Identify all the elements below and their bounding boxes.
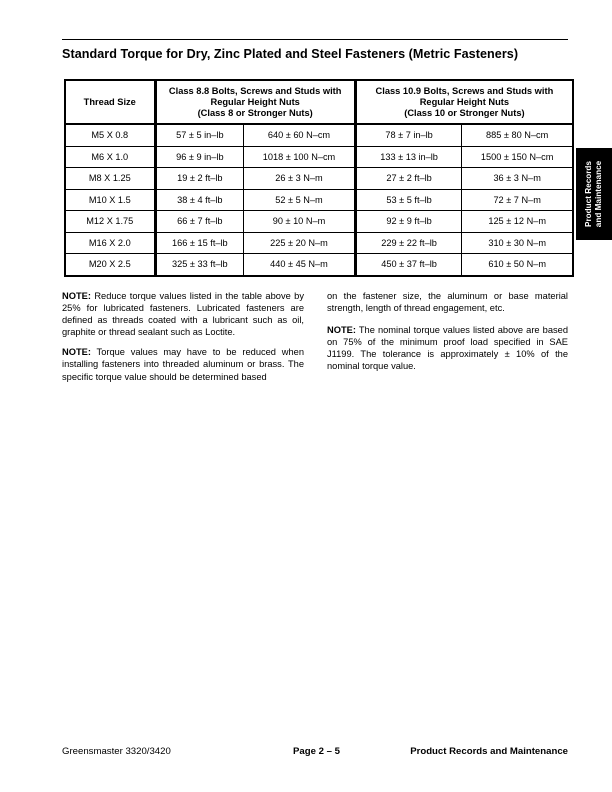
table-header-row: [66, 81, 572, 125]
header-class-10-9-line1: Class 10.9 Bolts, Screws and Studs with: [375, 85, 554, 96]
note-lubricated: [62, 290, 304, 338]
cell-class88-metric: 26 ± 3 N–m: [244, 168, 355, 190]
page-title: Standard Torque for Dry, Zinc Plated and Steel Fasteners (Metric Fasteners): [62, 47, 519, 61]
top-rule: [62, 39, 568, 40]
note-aluminum-continued: [327, 290, 568, 314]
side-tab-label: [584, 161, 604, 227]
cell-class109-inlb: 133 ± 13 in–lb: [355, 147, 463, 169]
cell-class109-metric: 1500 ± 150 N–cm: [462, 147, 572, 169]
torque-table: [66, 81, 572, 275]
table-row: [66, 233, 572, 255]
cell-thread-size: M6 X 1.0: [66, 147, 155, 169]
cell-class109-ftlb: 92 ± 9 ft–lb: [355, 211, 463, 233]
footer-model: Greensmaster 3320/3420: [62, 746, 171, 757]
cell-class109-ftlb: 229 ± 22 ft–lb: [355, 233, 463, 255]
note-text: on the fastener size, the aluminum or base material strength, length of thread engagement, etc.: [327, 291, 568, 314]
cell-class88-inlb: 96 ± 9 in–lb: [155, 147, 245, 169]
cell-class88-ftlb: 38 ± 4 ft–lb: [155, 190, 245, 212]
cell-class109-inlb: 78 ± 7 in–lb: [355, 125, 463, 147]
cell-class109-metric: 310 ± 30 N–m: [462, 233, 572, 255]
cell-class109-ftlb: 450 ± 37 ft–lb: [355, 254, 463, 275]
table-row: [66, 147, 572, 169]
cell-class109-metric: 72 ± 7 N–m: [462, 190, 572, 212]
cell-class88-inlb: 57 ± 5 in–lb: [155, 125, 245, 147]
table-row: [66, 168, 572, 190]
cell-thread-size: M20 X 2.5: [66, 254, 155, 275]
notes-left-column: [62, 290, 304, 391]
cell-class88-metric: 640 ± 60 N–cm: [244, 125, 355, 147]
cell-class109-metric: 610 ± 50 N–m: [488, 259, 546, 270]
note-aluminum: [62, 346, 304, 382]
section-side-tab[interactable]: [576, 148, 612, 240]
cell-class88-metric: 90 ± 10 N–m: [244, 211, 355, 233]
header-class-8-8: [155, 81, 355, 125]
cell-class88-metric: 225 ± 20 N–m: [244, 233, 355, 255]
note-text: Reduce torque values listed in the table above by 25% for lubricated fasteners. Lubricated fasteners are defined as threads coated with a lubricant such as oil, graphite or thread sealant such as Loctite.: [62, 291, 304, 338]
cell-class109-ftlb: 53 ± 5 ft–lb: [355, 190, 463, 212]
header-class-10-9-line3: (Class 10 or Stronger Nuts): [404, 107, 525, 118]
notes-right-column: [327, 290, 568, 381]
header-class-8-8-line1: Class 8.8 Bolts, Screws and Studs with: [168, 85, 342, 96]
cell-class88-ftlb: 325 ± 33 ft–lb: [155, 254, 245, 275]
footer-page-number: Page 2 – 5: [293, 746, 340, 757]
cell-class88-metric: 52 ± 5 N–m: [244, 190, 355, 212]
note-nominal-torque: [327, 324, 568, 372]
header-thread-size: Thread Size: [66, 81, 155, 125]
footer-section: Product Records and Maintenance: [410, 746, 568, 757]
note-text: Torque values may have to be reduced when installing fasteners into threaded aluminum or brass. The specific torque value should be determined based: [62, 347, 304, 382]
note-text: The nominal torque values listed above are based on 75% of the minimum proof load specified in SAE J1199. The tolerance is approximately ± 10% of the nominal torque value.: [327, 325, 568, 372]
table-row: [66, 211, 572, 233]
cell-class88-metric: 440 ± 45 N–m: [244, 254, 355, 275]
cell-class109-ftlb: 27 ± 2 ft–lb: [355, 168, 463, 190]
cell-thread-size: M12 X 1.75: [66, 211, 155, 233]
cell-class109-metric: 885 ± 80 N–cm: [462, 125, 572, 147]
cell-class88-ftlb: 19 ± 2 ft–lb: [155, 168, 245, 190]
cell-class109-metric: 36 ± 3 N–m: [462, 168, 572, 190]
cell-thread-size: M10 X 1.5: [66, 190, 155, 212]
note-label: NOTE:: [327, 325, 356, 336]
table-row: [66, 125, 572, 147]
torque-table-frame: [64, 79, 574, 277]
cell-class88-metric: 1018 ± 100 N–cm: [244, 147, 355, 169]
side-tab-line1: Product Records: [584, 161, 593, 227]
header-class-10-9: [355, 81, 572, 125]
cell-thread-size: M8 X 1.25: [66, 168, 155, 190]
page-footer: [62, 746, 568, 760]
table-row: [66, 254, 572, 275]
note-label: NOTE:: [62, 291, 91, 301]
header-class-8-8-line2: Regular Height Nuts: [210, 96, 300, 107]
header-class-8-8-line3: (Class 8 or Stronger Nuts): [197, 107, 313, 118]
cell-class88-ftlb: 66 ± 7 ft–lb: [155, 211, 245, 233]
cell-thread-size: M5 X 0.8: [66, 125, 155, 147]
note-label: NOTE:: [62, 347, 91, 358]
side-tab-line2: and Maintenance: [594, 160, 603, 228]
cell-class88-ftlb: 166 ± 15 ft–lb: [155, 233, 245, 255]
table-row: [66, 190, 572, 212]
header-class-10-9-line2: Regular Height Nuts: [419, 96, 510, 107]
cell-thread-size: M16 X 2.0: [66, 233, 155, 255]
cell-class109-metric: 125 ± 12 N–m: [462, 211, 572, 233]
